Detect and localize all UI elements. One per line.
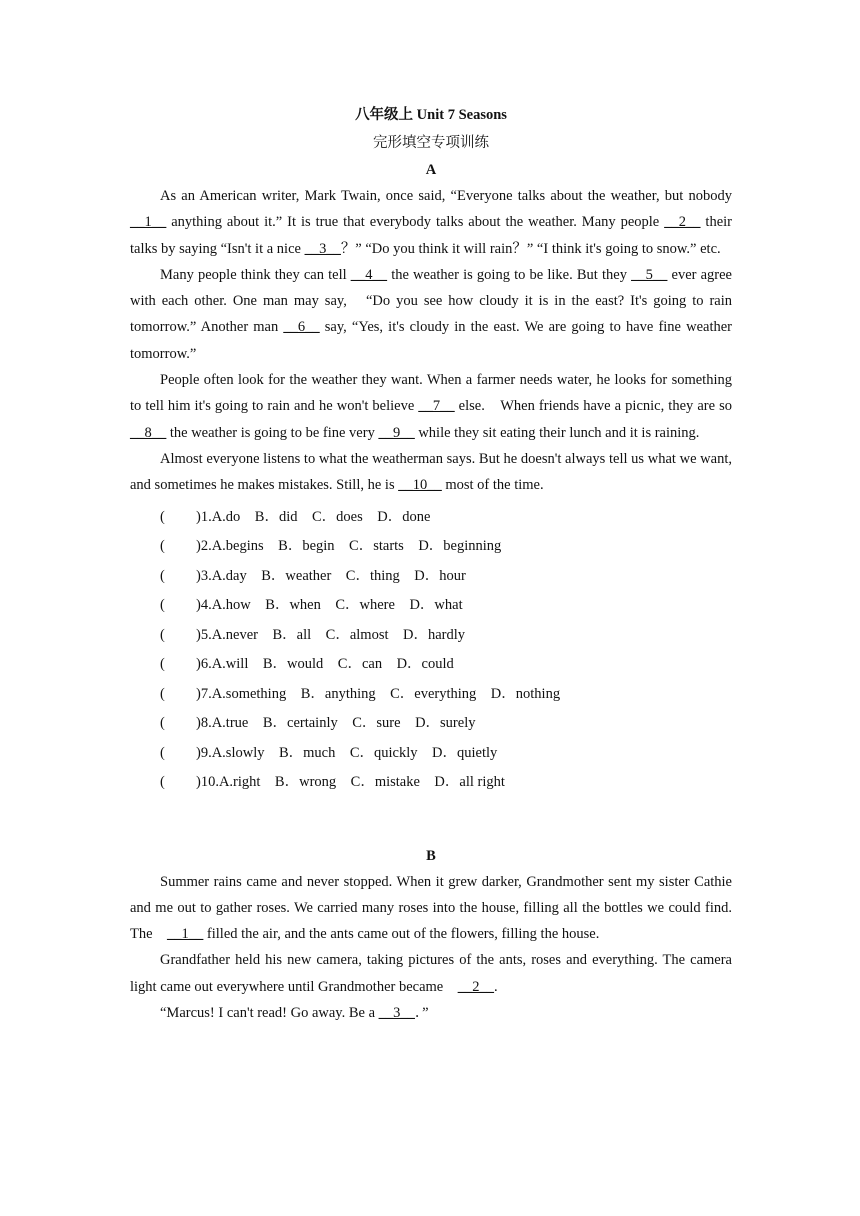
blank-8: __8__ xyxy=(130,424,167,441)
section-a-label: A xyxy=(425,162,437,178)
passage-b-paragraph-3: “Marcus! I can't read! Go away. Be a __3__．” xyxy=(160,1005,429,1022)
question-option-row: ( )2.A.begins B．begin C．starts D．beginning xyxy=(160,538,502,555)
blank-1: __1__ xyxy=(130,214,167,231)
blank-2: __2__ xyxy=(664,214,701,231)
document-page xyxy=(130,101,732,1026)
question-option-row: ( )6.A.will B．would C．can D．could xyxy=(160,656,454,673)
page-subtitle: 完形填空专项训练 xyxy=(373,135,489,151)
passage-a-paragraph-3: People often look for the weather they want. When a farmer needs water, he looks for something to tell him it's going to rain and he won't believe __7__ else. When friends have a picnic, they are so __8__ the weather is going to be fine very __9__ while they sit eating their lunch and it is raining. xyxy=(130,372,732,441)
question-option-row: ( )1.A.do B．did C．does D．done xyxy=(160,508,431,525)
question-option-row: ( )4.A.how B．when C．where D．what xyxy=(160,597,463,614)
blank-b3: __3__ xyxy=(378,1005,415,1022)
blank-6: __6__ xyxy=(283,319,320,336)
passage-a-paragraph-4: Almost everyone listens to what the weatherman says. But he doesn't always tell us what we want, and sometimes he makes mistakes. Still, he is __10__ most of the time. xyxy=(130,450,732,494)
blank-b2: __2__ xyxy=(457,978,494,995)
blank-9: __9__ xyxy=(378,424,415,441)
section-b-label: B xyxy=(426,847,436,864)
blank-4: __4__ xyxy=(350,266,388,283)
question-option-row: ( )7.A.something B．anything C．everything D．nothing xyxy=(160,685,561,702)
blank-10: __10__ xyxy=(398,477,442,494)
blank-7: __7__ xyxy=(418,398,455,415)
passage-a-paragraph-1: As an American writer, Mark Twain, once said, “Everyone talks about the weather, but nobody __1__ anything about it.” It is true that everybody talks about the weather. Many people __2__ their talks by saying “Isn't it a nice __3__？” “Do you think it will rain？” “I think it's going to snow.” etc. xyxy=(130,188,732,257)
question-option-row: ( )8.A.true B．certainly C．sure D．surely xyxy=(160,715,476,732)
blank-5: __5__ xyxy=(631,266,668,283)
page-title: 八年级上 Unit 7 Seasons xyxy=(355,107,507,123)
answer-options xyxy=(130,503,732,798)
passage-b-paragraph-2: Grandfather held his new camera, taking pictures of the ants, roses and everything. The camera light came out everywhere until Grandmother became __2__. xyxy=(130,952,732,995)
question-option-row: ( )3.A.day B．weather C．thing D．hour xyxy=(160,567,466,584)
passage-a-paragraph-2: Many people think they can tell __4__ the weather is going to be like. But they __5__ ever agree with each other. One man may say, “Do you see how cloudy it is in the east? It's going to rain tomorrow.” Another man __6__ say, “Yes, it's cloudy in the east. We are going to have fine weather tomorrow.” xyxy=(130,266,733,362)
question-option-row: ( )10.A.right B．wrong C．mistake D．all right xyxy=(160,774,505,791)
question-option-row: ( )5.A.never B．all C．almost D．hardly xyxy=(160,626,466,643)
section-spacer xyxy=(130,798,732,843)
question-option-row: ( )9.A.slowly B．much C．quickly D．quietly xyxy=(160,744,498,761)
passage-b-paragraph-1: Summer rains came and never stopped. When it grew darker, Grandmother sent my sister Cathie and me out to gather roses. We carried many roses into the house, filling all the bottles we could find. The __1__ filled the air, and the ants came out of the flowers, filling the house. xyxy=(130,873,732,943)
blank-b1: __1__ xyxy=(167,926,204,943)
blank-3: __3__ xyxy=(304,240,341,257)
